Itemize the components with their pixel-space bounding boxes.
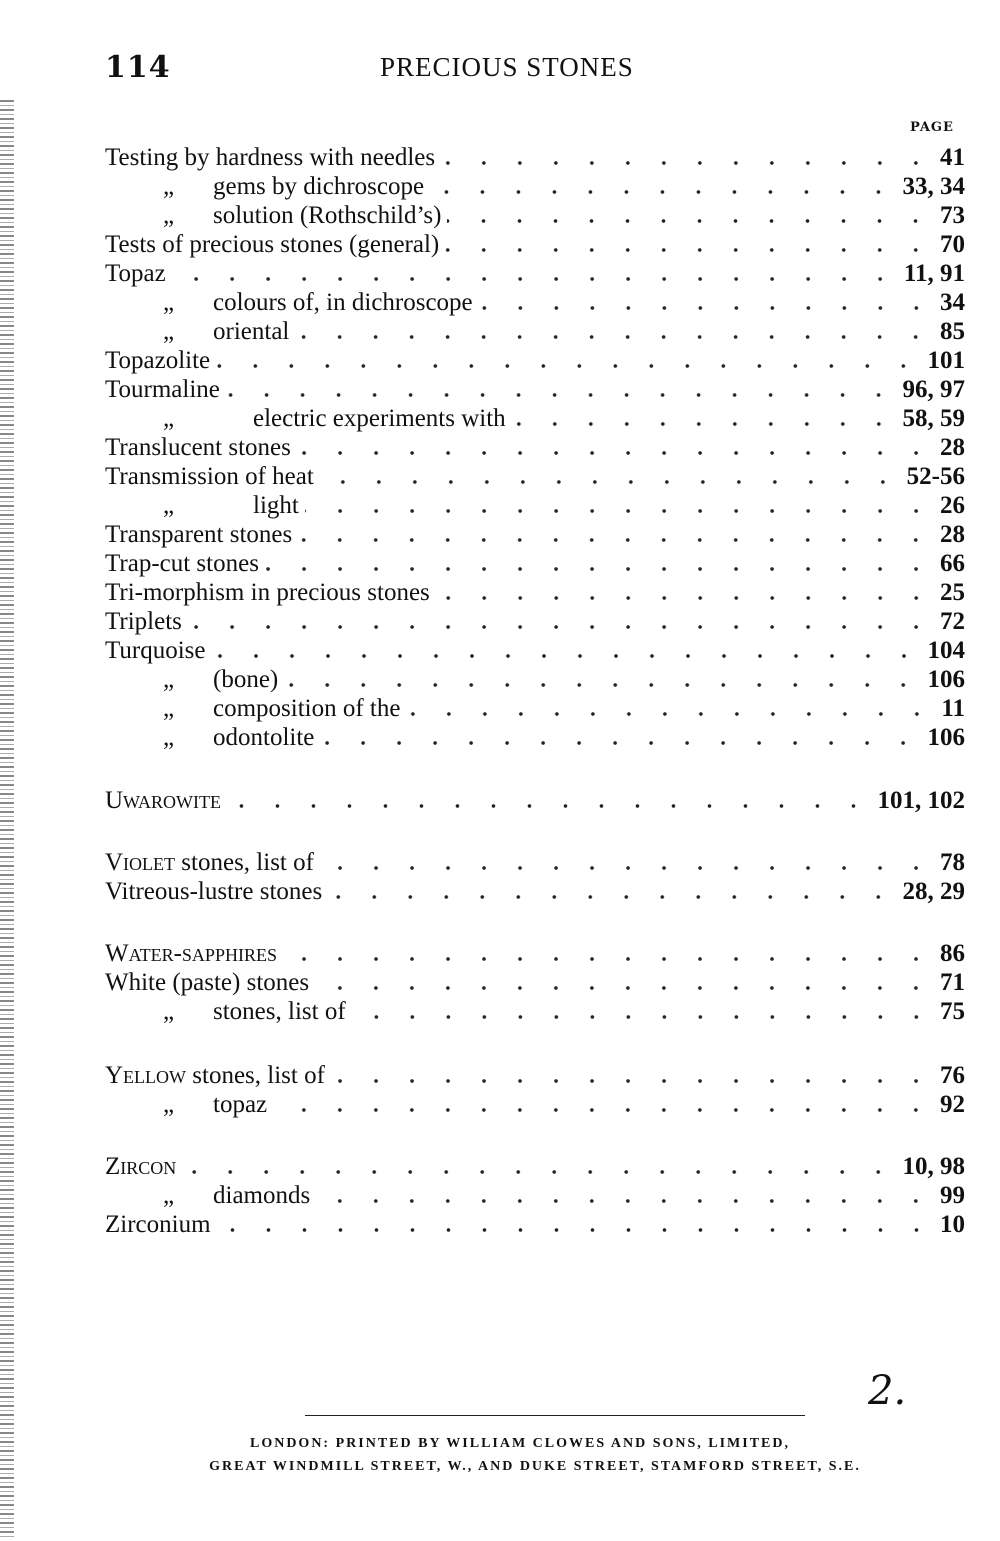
page-reference: 71 (940, 969, 965, 996)
entry-label: solution (Rothschild’s) (213, 202, 442, 229)
dot-leader (320, 738, 921, 746)
dot-leader (352, 1012, 934, 1020)
index-entry (105, 462, 965, 491)
entry-text (105, 939, 283, 968)
entry-text (105, 549, 265, 578)
entry-label: stones, list of (181, 849, 314, 876)
index-entry (105, 1090, 965, 1119)
index-entry (105, 1181, 965, 1210)
index-entry (105, 375, 965, 404)
dot-leader (217, 1225, 934, 1233)
page-reference: 58, 59 (902, 405, 965, 432)
index-entry (105, 786, 965, 815)
ditto-mark: „ (163, 666, 175, 693)
page-reference: 101, 102 (877, 787, 965, 814)
ditto-mark: „ (163, 318, 175, 345)
dot-leader (182, 1167, 896, 1175)
entry-label: gems by dichroscope (213, 173, 425, 200)
index-entry (105, 172, 965, 201)
index-entry (105, 1152, 965, 1181)
entry-label: stones, list of (213, 998, 346, 1025)
entry-text (105, 968, 315, 997)
page-reference: 85 (940, 318, 965, 345)
dot-leader (284, 680, 921, 688)
index-entry (105, 939, 965, 968)
page-reference: 10 (940, 1211, 965, 1238)
entry-label: topaz (213, 1091, 268, 1118)
page-reference: 78 (940, 849, 965, 876)
dot-leader (447, 216, 934, 224)
page-reference: 92 (940, 1091, 965, 1118)
index-entry (105, 1061, 965, 1090)
entry-label: Topaz (105, 260, 166, 287)
printer-imprint-line-2: GREAT WINDMILL STREET, W., AND DUKE STREET, STAMFORD STREET, S.E. (209, 1459, 861, 1474)
footer-rule (305, 1415, 805, 1416)
entry-heading-smallcaps: Water-sapphires (105, 940, 277, 967)
dot-leader (328, 892, 896, 900)
entry-text (213, 997, 352, 1026)
entry-text (213, 694, 406, 723)
entry-label: Vitreous-lustre stones (105, 878, 323, 905)
entry-text (105, 346, 216, 375)
entry-text (105, 433, 297, 462)
index-entry (105, 433, 965, 462)
entry-label: colours of, in dichroscope (213, 289, 473, 316)
page-reference: 11 (941, 695, 965, 722)
dot-leader (441, 158, 934, 166)
entry-heading-smallcaps: Uwarowite (105, 787, 222, 814)
entry-text (213, 1181, 316, 1210)
entry-heading-smallcaps: Violet (105, 849, 176, 876)
entry-text (105, 230, 445, 259)
entry-text (105, 259, 172, 288)
entry-label: electric experiments with (253, 405, 506, 432)
page-reference: 106 (927, 724, 965, 751)
entry-label: Topazolite (105, 347, 211, 374)
ditto-mark: „ (163, 1182, 175, 1209)
entry-text (213, 665, 284, 694)
ditto-mark: „ (163, 405, 175, 432)
entry-text (105, 375, 226, 404)
running-title: PRECIOUS STONES (380, 52, 634, 82)
entry-text (105, 877, 328, 906)
printer-imprint-line-1: LONDON: PRINTED BY WILLIAM CLOWES AND SONS, LIMITED, (249, 1436, 791, 1451)
page-reference: 72 (940, 608, 965, 635)
ditto-mark: „ (163, 173, 175, 200)
entry-text (105, 848, 320, 877)
ditto-mark: „ (163, 724, 175, 751)
ditto-mark: „ (163, 289, 175, 316)
index-entry (105, 230, 965, 259)
page-reference: 28, 29 (902, 878, 965, 905)
entry-text (213, 1090, 273, 1119)
index-entry (105, 636, 965, 665)
dot-leader (216, 361, 921, 369)
page-number: 114 (105, 50, 171, 85)
entry-label: Turquoise (105, 637, 206, 664)
dot-leader (320, 477, 901, 485)
entry-text (253, 404, 512, 433)
index-entry (105, 1210, 965, 1239)
entry-label: Zirconium (105, 1211, 211, 1238)
dot-leader (298, 535, 934, 543)
index-entry (105, 723, 965, 752)
dot-leader (479, 303, 934, 311)
entry-label: (bone) (213, 666, 279, 693)
dot-leader (436, 593, 934, 601)
ditto-mark: „ (163, 492, 175, 519)
entry-text (213, 201, 447, 230)
entry-heading-smallcaps: Zircon (105, 1153, 177, 1180)
entry-label: Transmission of heat (105, 463, 314, 490)
dot-leader (227, 801, 871, 809)
index-entry (105, 317, 965, 346)
entry-text (213, 317, 295, 346)
dot-leader (283, 954, 934, 962)
scan-margin-edge (0, 100, 14, 1540)
page-reference: 25 (940, 579, 965, 606)
entry-text (105, 143, 441, 172)
page-reference: 41 (940, 144, 965, 171)
index-entry (105, 143, 965, 172)
index-entry (105, 549, 965, 578)
dot-leader (172, 274, 898, 282)
index-entry (105, 665, 965, 694)
entry-text (253, 491, 305, 520)
page-reference: 66 (940, 550, 965, 577)
page-reference: 28 (940, 434, 965, 461)
index-entry (105, 520, 965, 549)
ditto-mark: „ (163, 695, 175, 722)
dot-leader (295, 332, 934, 340)
dot-leader (430, 187, 896, 195)
entry-label: oriental (213, 318, 290, 345)
entry-label: Translucent stones (105, 434, 291, 461)
index-entry (105, 491, 965, 520)
page-reference: 99 (940, 1182, 965, 1209)
index-entry (105, 201, 965, 230)
entry-label: stones, list of (192, 1062, 325, 1089)
dot-leader (273, 1105, 934, 1113)
index-entry (105, 404, 965, 433)
page-reference: 96, 97 (902, 376, 965, 403)
dot-leader (315, 983, 934, 991)
index-entry (105, 578, 965, 607)
entry-label: composition of the (213, 695, 401, 722)
entry-heading-smallcaps: Yellow (105, 1062, 187, 1089)
index-entry (105, 346, 965, 375)
entry-text (105, 1152, 182, 1181)
page-reference: 106 (927, 666, 965, 693)
page-reference: 76 (940, 1062, 965, 1089)
dot-leader (297, 448, 934, 456)
ditto-mark: „ (163, 1091, 175, 1118)
entry-text (105, 578, 436, 607)
entry-text (105, 786, 227, 815)
entry-text (105, 520, 298, 549)
page-reference: 34 (940, 289, 965, 316)
dot-leader (331, 1076, 934, 1084)
index-entry (105, 259, 965, 288)
entry-label: Tri-morphism in precious stones (105, 579, 430, 606)
entry-text (105, 1210, 217, 1239)
entry-text (213, 288, 479, 317)
index-entry (105, 968, 965, 997)
dot-leader (226, 390, 897, 398)
page-reference: 26 (940, 492, 965, 519)
entry-text (105, 462, 320, 491)
index-entry (105, 848, 965, 877)
dot-leader (512, 419, 897, 427)
dot-leader (188, 622, 934, 630)
ditto-mark: „ (163, 998, 175, 1025)
page-reference: 86 (940, 940, 965, 967)
entry-text (105, 636, 212, 665)
entry-label: Triplets (105, 608, 182, 635)
page-reference: 70 (940, 231, 965, 258)
entry-label: diamonds (213, 1182, 311, 1209)
page-reference: 28 (940, 521, 965, 548)
dot-leader (445, 245, 934, 253)
page-reference: 33, 34 (902, 173, 965, 200)
index-entry (105, 607, 965, 636)
entry-label: light (253, 492, 299, 519)
handwritten-mark: 2. (868, 1368, 907, 1414)
entry-text (213, 172, 430, 201)
ditto-mark: „ (163, 202, 175, 229)
index-entry (105, 877, 965, 906)
dot-leader (265, 564, 934, 572)
dot-leader (212, 651, 922, 659)
entry-text (213, 723, 320, 752)
entry-text (105, 607, 188, 636)
dot-leader (320, 863, 934, 871)
page-reference: 75 (940, 998, 965, 1025)
dot-leader (305, 506, 934, 514)
page-reference: 52-56 (906, 463, 965, 490)
entry-label: White (paste) stones (105, 969, 310, 996)
index-entry (105, 694, 965, 723)
page-reference: 10, 98 (902, 1153, 965, 1180)
entry-label: Transparent stones (105, 521, 293, 548)
dot-leader (316, 1196, 934, 1204)
page-reference: 73 (940, 202, 965, 229)
page-reference: 101 (927, 347, 965, 374)
entry-label: Tourmaline (105, 376, 220, 403)
index-entry (105, 997, 965, 1026)
page-reference: 11, 91 (903, 260, 965, 287)
entry-text (105, 1061, 331, 1090)
dot-leader (406, 709, 935, 717)
page-reference: 104 (927, 637, 965, 664)
entry-label: Testing by hardness with needles (105, 144, 436, 171)
index-entry (105, 288, 965, 317)
entry-label: Tests of precious stones (general) (105, 231, 440, 258)
page-column-label: PAGE (910, 120, 954, 135)
entry-label: Trap-cut stones (105, 550, 259, 577)
entry-label: odontolite (213, 724, 315, 751)
